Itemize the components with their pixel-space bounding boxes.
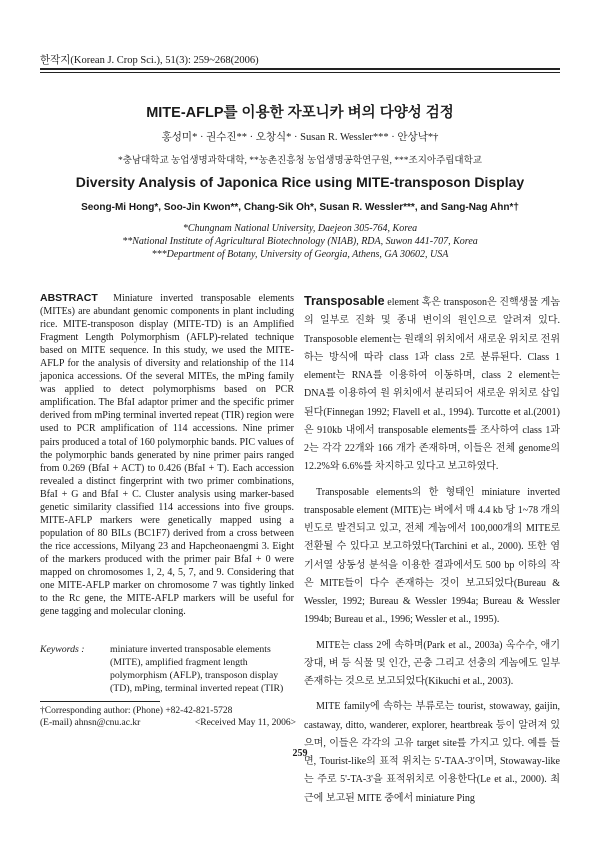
top-rule-thick [40, 68, 560, 70]
footnote-rule [40, 701, 160, 702]
keywords-text: miniature inverted transposable elements (MITE), amplified fragment length polymorphism (AFLP), transposon display (TD), mPing, terminal inverted repeat (TIR) [110, 644, 284, 694]
body-paragraph: MITE family에 속하는 부류로는 tourist, stowaway, gaijin, castaway, ditto, wanderer, explorer, heartbreak 등이 알려져 있으며, 이들은 각각의 고유 target site를 가지고 있다. 예를 들면, Tourist-like의 표적 위치는 5'-TAA-3'이며, Stowaway-like는 주로 5'-TA-3'을 표적위치로 이용한다(Le et al., 2000). 최근에 보고된 MITE 중에서 miniature Ping [304, 701, 560, 804]
abstract-label: ABSTRACT [40, 292, 98, 304]
affiliations-english [0, 222, 600, 261]
footnote-received: <Received May 11, 2006> [194, 718, 296, 728]
body-paragraph: Transposable elements의 한 형태인 miniature inverted transposable element (MITE)는 벼에서 매 4.4 kb 당 1~78 개의 빈도로 발견되고 있고, 전체 게놈에서 100,000개의 MITE로 전환될 수 있다고 보고하였다(Tarchini et al., 2000). 또한 염기서열 상동성 분석을 이용한 결과에서도 500 bp 이하의 작은 MITE들이 다수 존재하는 것이 보고되었다(Bureau & Wessler, 1992; Bureau & Wessler 1994a; Bureau & Wessler 1994b; Bureau et al., 1996; Wessler et al., 1995). [304, 486, 560, 626]
affiliations-korean: *충남대학교 농업생명과학대학, **농촌진흥청 농업생명공학연구원, ***조지아주립대학교 [118, 156, 482, 166]
body-text: element 혹은 transposon은 진핵생물 게놈의 일부로 진화 및 종내 변이의 원인으로 알려져 있다. Transposoble element는 원래의 위치에서 새로운 위치로 전위하는 방식에 따라 class 1과 class 2로 분류된다. Class 1 element는 RNA를 이용하여 이동하며, class 2 element는 DNA를 이용하여 원 위치에서 분리되어 새로운 위치로 삽입된다(Finnegan 1992; Flavell et al., 1994). Turcotte et al.(2001)은 910kb 내에서 transposable elements를 조사하여 class 1과 2는 각각 22개와 166 개가 존재하며, 이들은 전체 genome의 12.2%와 6.6%를 차지하고 있다고 보고하였다. [304, 297, 560, 473]
journal-citation: 한작지(Korean J. Crop Sci.), 51(3): 259~268(2006) [40, 55, 259, 66]
abstract [40, 292, 294, 618]
body-paragraph: MITE는 class 2에 속하며(Park et al., 2003a) 옥수수, 애기장대, 벼 등 식물 및 인간, 곤충 그리고 선충의 게놈에도 일부 존재하는 것으로 보고되었다(Kikuchi et al., 2003). [304, 639, 560, 687]
lead-word: Transposable [304, 294, 385, 308]
title-english: Diversity Analysis of Japonica Rice using MITE-transposon Display [75, 174, 525, 190]
keywords-label: Keywords : [40, 644, 85, 655]
affiliation-line: ***Department of Botany, University of Georgia, Athens, GA 30602, USA [151, 249, 449, 260]
body-column [304, 292, 560, 808]
affiliation-line: *Chungnam National University, Daejeon 305-764, Korea [182, 223, 418, 234]
page-number: 259 [292, 748, 308, 759]
footnote-corresponding: †Corresponding author: (Phone) +82-42-821-5728 [40, 706, 233, 716]
footnote-email: (E-mail) ahnsn@cnu.ac.kr [40, 718, 141, 728]
body-paragraph [304, 292, 560, 477]
authors-korean: 홍성미* · 권수진** · 오창식* · Susan R. Wessler*** · 안상낙*† [161, 132, 439, 143]
authors-english: Seong-Mi Hong*, Soo-Jin Kwon**, Chang-Sik Oh*, Susan R. Wessler***, and Sang-Nag Ahn*† [81, 202, 519, 213]
title-korean: MITE-AFLP를 이용한 자포니카 벼의 다양성 검정 [146, 105, 454, 121]
footnote-email-received [40, 718, 296, 728]
abstract-text: Miniature inverted transposable elements (MITEs) are abundant genomic components in plant including rice. MITE-transposon display (MITE-TD) is an Amplified Fragment Length Polymorphism (AFLP)-related technique based on MITE sequence. In this study, we used the MITE-AFLP for the analysis of diversity and relationship of the 114 japonica accessions. Of the several MITEs, the mPing family was applied to detect polymorphisms based on PCR amplification. The BfaI adaptor primer and the specific primer derived from mPing terminal inverted repeat (TIR) region were used to PCR amplification of 114 accessions. Nine primer pairs produced a total of 160 polymorphic bands. PIC values of the polymorphic bands generated by nine primer pairs ranged from 0.269 (BfaI + ACT) to 0.426 (BfaI + T). Each accession revealed a distinct fingerprint with two primer combinations, BfaI + G and BfaI + C. Cluster analysis using marker-based genetic similarity classified 114 accessions into five groups. MITE-AFLP markers were genetically mapped using a population of 80 BILs (BC1F7) derived from a cross between the rice accessions, Milyang 23 and Hapcheonaengmi 3. Eight of the markers produced with the primer pair BfaI + 0 were mapped on chromosomes 1, 2, 4, 5, 7, and 9. Considering that one MITE-AFLP marker on chromosome 7 was tightly linked to the Rc gene, the MITE-AFLP markers will be useful for gene tagging and molecular cloning. [40, 293, 294, 618]
affiliation-line: **National Institute of Agricultural Biotechnology (NIAB), RDA, Suwon 441-707, Korea [122, 236, 478, 247]
top-rule-thin [40, 72, 560, 73]
